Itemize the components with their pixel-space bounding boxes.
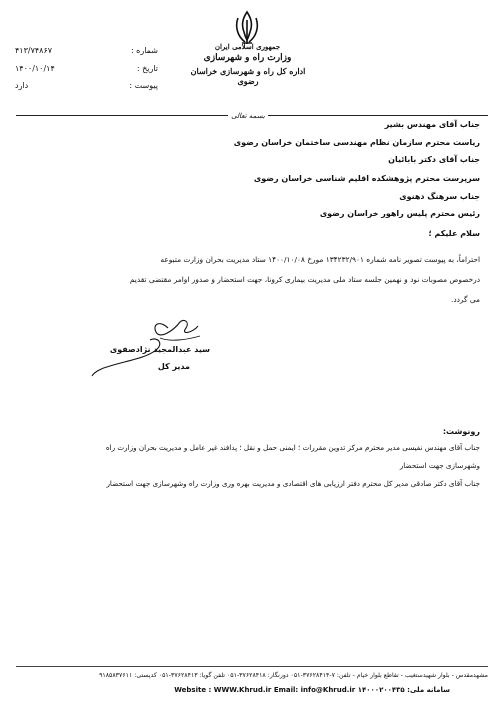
org-line-country: جمهوری اسلامی ایران bbox=[214, 42, 281, 51]
date-value: ۱۴۰۰/۱۰/۱۴ bbox=[15, 64, 55, 73]
footer-address: مشهدمقدس - بلوار شهیدستغیب - تقاطع بلوار خیام - تلفن: ۷-۳۷۶۲۸۴۱۴-۰۵۱ دورنگار: ۳۷۶۲۸۴۱۸-۰۵۱ تلفن گویا: ۳۷۶۲۸۴۱۳-۰۵۱ کدپستی: ۹۱۸۵۸۳۷۶۱۱ bbox=[99, 672, 488, 679]
number-value: ۴۱۳/۷۴۸۶۷ bbox=[15, 46, 53, 55]
attachment-label: پیوست : bbox=[129, 81, 158, 90]
recipient-line: جناب سرهنگ دهنوی bbox=[399, 192, 480, 201]
body-paragraph-line: احتراماً، به پیوست تصویر نامه شماره ۱۳۴۲۳۲/۹۰۱ مورخ ۱۴۰۰/۱۰/۰۸ ستاد مدیریت بحران وزارت متبوعه bbox=[160, 255, 480, 264]
recipient-line: رئیس محترم پلیس راهور خراسان رضوی bbox=[319, 209, 480, 218]
signatory-role: مدیر کل bbox=[157, 362, 190, 371]
number-label: شماره : bbox=[130, 46, 158, 55]
cc-line: وشهرسازی جهت استحضار bbox=[399, 461, 480, 470]
cc-line: جناب آقای دکتر صادقی مدیر کل محترم دفتر ارزیابی های اقتصادی و مدیریت بهره وری وزارت راه وشهرسازی جهت استحضار bbox=[106, 479, 480, 488]
recipient-line: جناب آقای مهندس بشیر bbox=[384, 120, 480, 129]
bismillah-text: بسمه تعالی bbox=[228, 112, 268, 120]
body-paragraph-line: درخصوص مصوبات نود و نهمین جلسه ستاد ملی مدیریت بیماری کرونا، جهت استحضار و صدور اوامر مقتضی تقدیم bbox=[129, 275, 480, 284]
attachment-value: دارد bbox=[15, 81, 29, 90]
footer-divider bbox=[16, 666, 488, 667]
cc-title: رونوشت: bbox=[442, 427, 480, 436]
iran-emblem-icon bbox=[232, 10, 262, 46]
greeting-line: سلام علیکم ؛ bbox=[428, 229, 480, 238]
recipient-line: ریاست محترم سازمان نظام مهندسی ساختمان خراسان رضوی bbox=[233, 138, 480, 147]
body-paragraph-line: می گردد. bbox=[451, 295, 480, 304]
recipient-line: سرپرست محترم پژوهشکده اقلیم شناسی خراسان رضوی bbox=[253, 174, 480, 183]
date-label: تاریخ : bbox=[136, 64, 158, 73]
cc-line: جناب آقای مهندس نفیسی مدیر محترم مرکز تدوین مقررات ؛ ایمنی حمل و نقل ؛ پدافند غیر عامل و مدیریت بحران وزارت راه bbox=[105, 443, 480, 452]
recipient-line: جناب آقای دکتر بابائیان bbox=[388, 155, 480, 164]
signatory-name: سید عبدالمجید نژادصفوی bbox=[109, 345, 210, 354]
org-line-department: اداره کل راه و شهرسازی خراسان رضوی bbox=[190, 66, 306, 86]
org-line-ministry: وزارت راه و شهرسازی bbox=[203, 53, 292, 63]
footer-contact: Website : WWW.Khrud.ir Email: info@Khrud.ir سامانه ملی: ۱۴۰۰۰۲۰۰۴۳۵ bbox=[174, 686, 450, 694]
